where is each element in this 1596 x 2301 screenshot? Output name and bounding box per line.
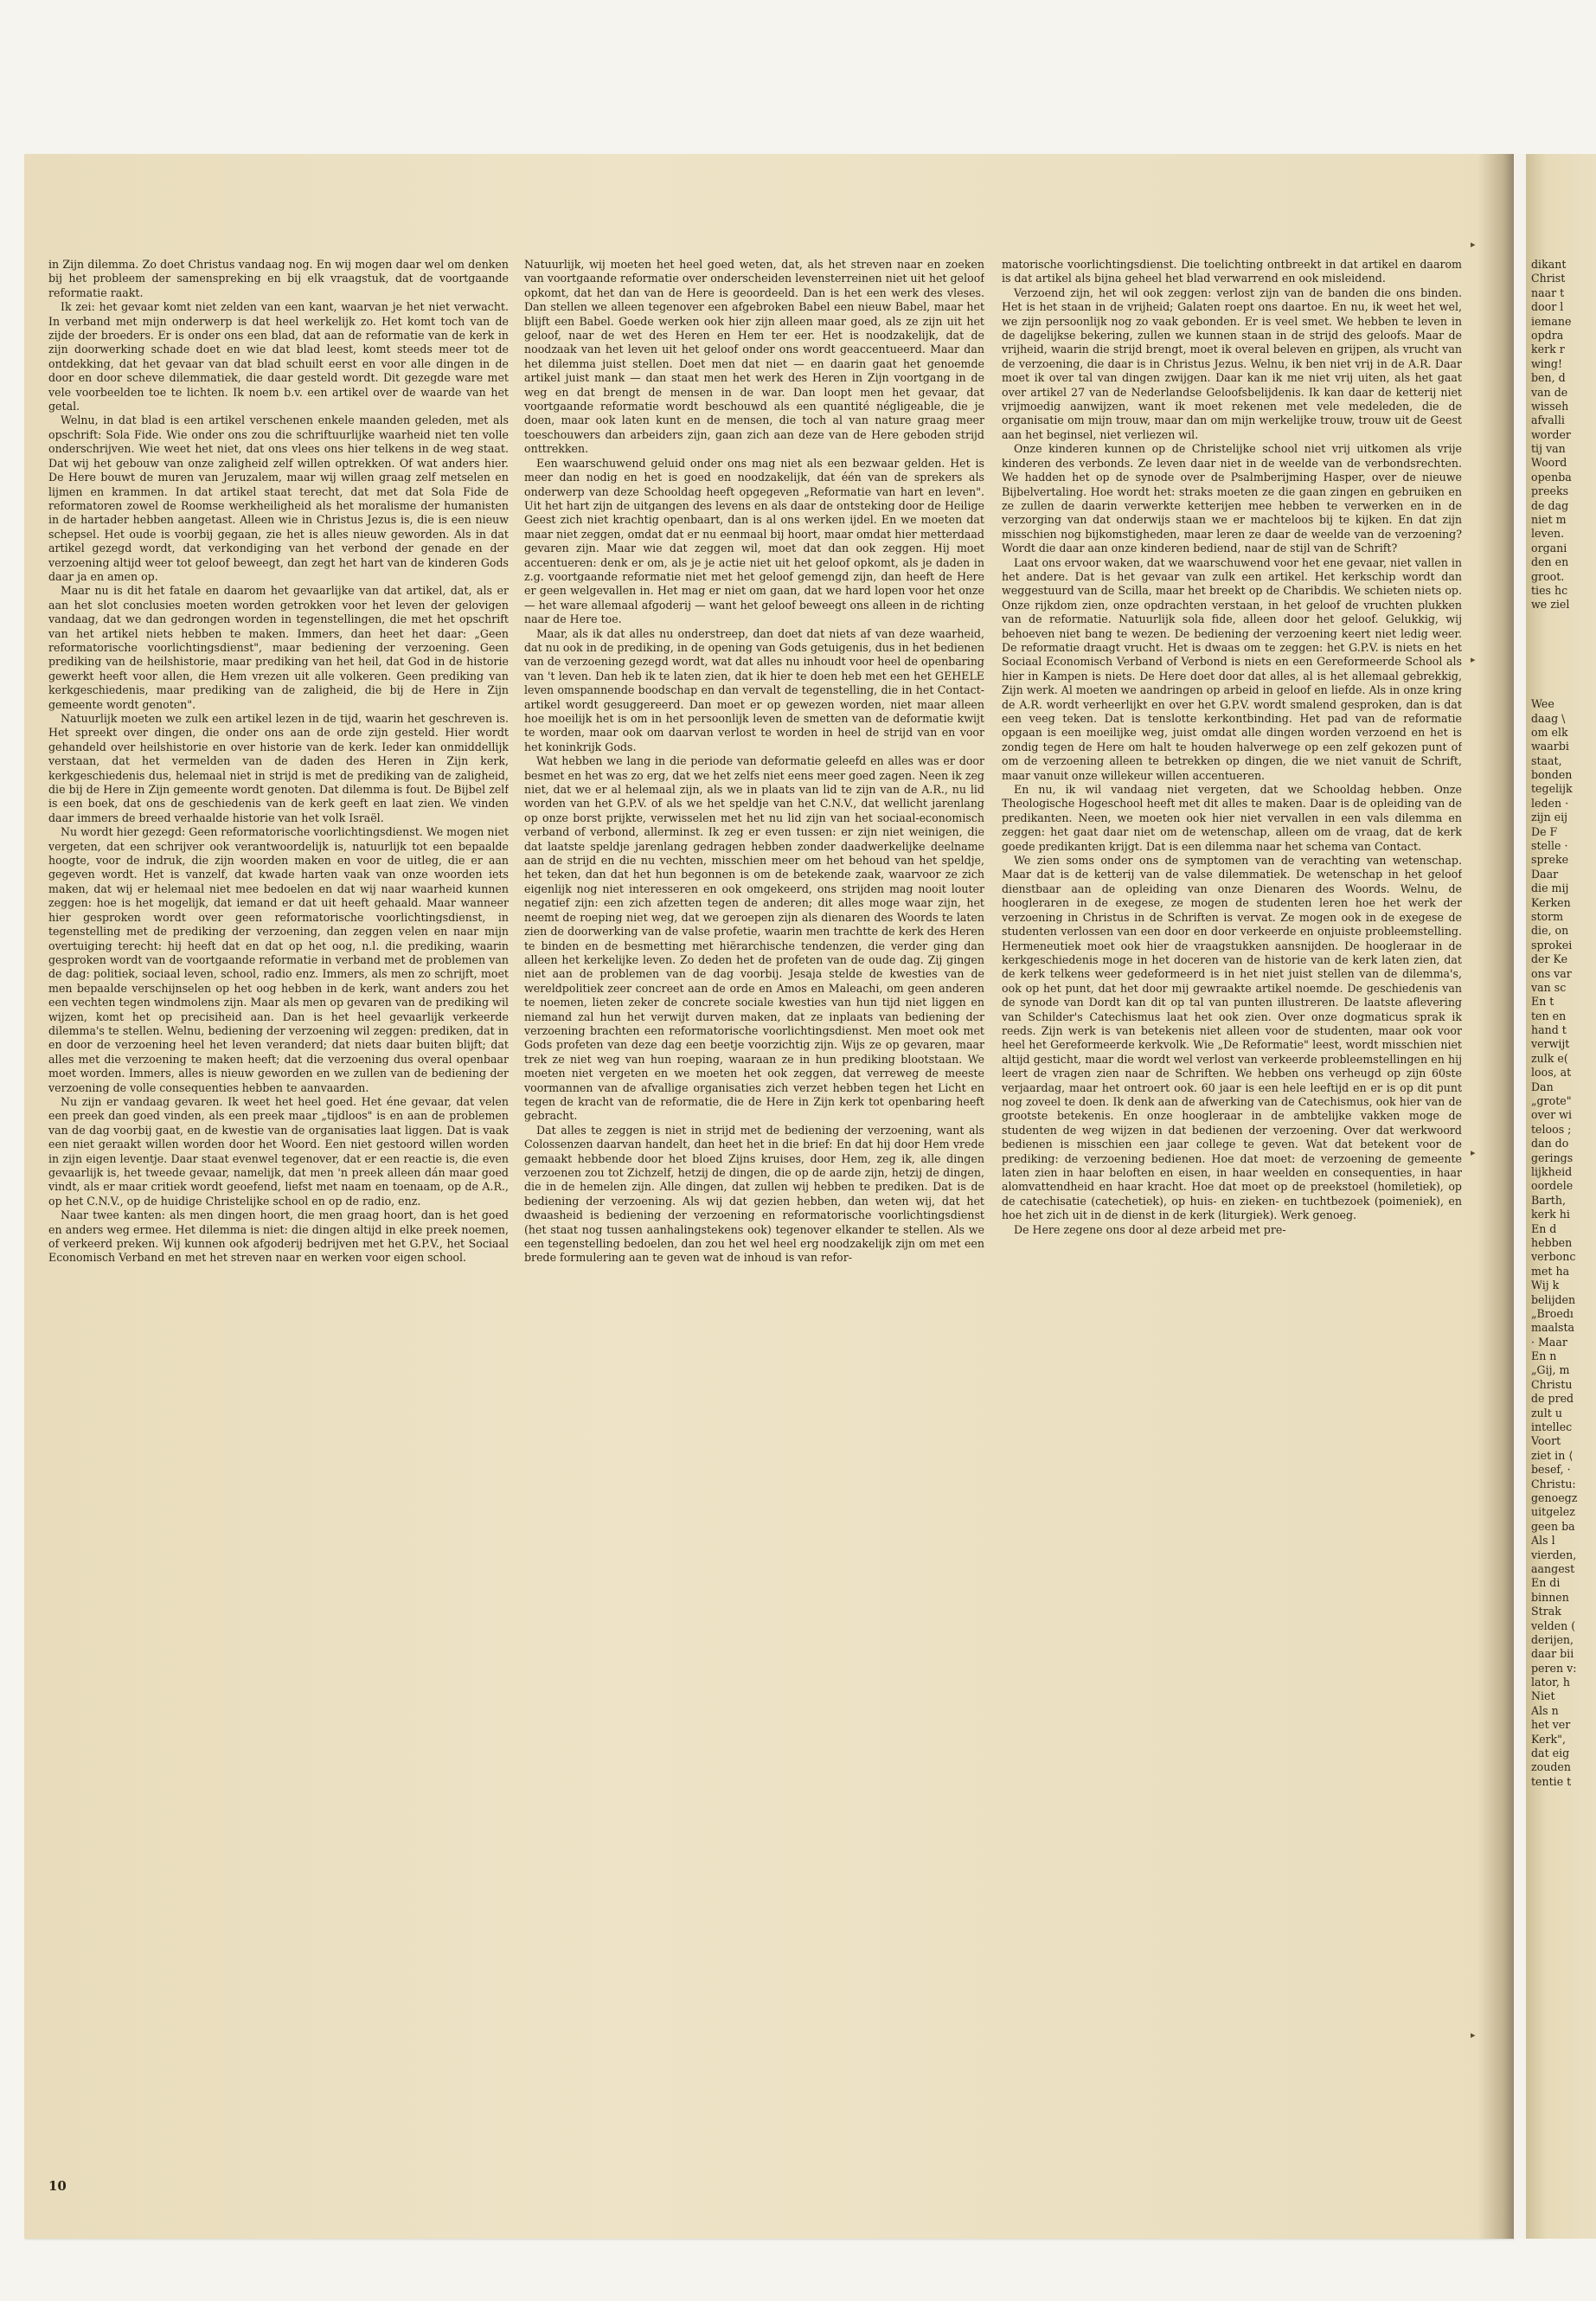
margin-mark: ▸: [1471, 654, 1476, 665]
line-fragment: Strak: [1531, 1605, 1561, 1618]
line-fragment: oordele: [1531, 1179, 1574, 1193]
paragraph: Natuurlijk moeten we zulk een artikel lezen in de tijd, waarin het geschreven is. Het spreekt over dingen, die onder ons aan de orde zijn gesteld. Hier wordt gehandeld over heilshistorie en over historie van de kerk. Ieder kan onmiddellijk verstaan, dat het vermelden van de daden des Heren in Zijn kerk, kerkgeschiedenis dus, helemaal niet in strijd is met de prediking van de zaligheid, die bij de Here in Zijn gemeente wordt genoten. Dat dilemma is fout. De Bijbel zelf is een boek, dat ons de geschiedenis van de kerk geeft en laat zien. We vinden daar immers de breed verhaalde historie van het volk Israël.: [48, 712, 509, 824]
line-fragment: dan do: [1531, 1137, 1569, 1150]
line-fragment: gerings: [1531, 1150, 1574, 1164]
line-fragment: derijen,: [1531, 1632, 1574, 1646]
line-fragment: niet m: [1531, 513, 1567, 527]
line-fragment: [1531, 655, 1596, 669]
line-fragment: · Maar: [1531, 1335, 1567, 1349]
line-fragment: sprokei: [1531, 938, 1573, 952]
line-fragment: intellec: [1531, 1420, 1573, 1434]
line-fragment: naar t: [1531, 285, 1565, 299]
line-fragment: peren v:: [1531, 1661, 1577, 1675]
line-fragment: loos, at: [1531, 1066, 1572, 1080]
line-fragment: daar bii: [1531, 1647, 1574, 1661]
line-fragment: Kerk",: [1531, 1732, 1566, 1746]
line-fragment: Kerken: [1531, 895, 1571, 909]
line-fragment: lijkheid: [1531, 1165, 1573, 1178]
paragraph: Welnu, in dat blad is een artikel verschenen enkele maanden geleden, met als opschrift: Sola Fide. Wie onder ons zou die schriftuurlijke waarheid niet ten volle onderschrijven. Wie weet het niet, dat ons vlees ons hier telkens in de weg staat. Dat wij het gebouw van onze zaligheid zelf willen optrekken. Of wat anders hier. De Here bouwt de muren van Jeruzalem, maar wij willen graag zelf metselen en lijmen en krammen. In dat artikel staat terecht, dat met dat Sola Fide de reformatoren zowel de Roomse werkheiligheid als het moralisme der humanisten in de hartader hebben aangetast. Alleen wie in Christus Jezus is, die is een nieuw schepsel. Het oude is voorbij gegaan, zie het is alles nieuw geworden. Als in dat artikel gezegd wordt, dat verkondiging van het verbond der genade en der verzoening altijd weer tot geloof beweegt, dan zegt het hart van de kinderen Gods daar ja en amen op.: [48, 413, 509, 583]
line-fragment: maalsta: [1531, 1321, 1575, 1335]
text-column-2: [524, 258, 984, 2213]
line-fragment: zijn eij: [1531, 811, 1568, 824]
line-fragment: besef, ·: [1531, 1463, 1571, 1477]
line-fragment: stelle ·: [1531, 839, 1568, 853]
line-fragment: leden ·: [1531, 796, 1569, 810]
line-fragment: zouden: [1531, 1760, 1571, 1774]
line-fragment: hebben: [1531, 1235, 1573, 1249]
line-fragment: Als l: [1531, 1534, 1555, 1548]
line-fragment: velden (: [1531, 1618, 1576, 1632]
line-fragment: zulk e(: [1531, 1051, 1568, 1065]
line-fragment: binnen: [1531, 1590, 1569, 1604]
line-fragment: En t: [1531, 995, 1554, 1009]
line-fragment: Christu:: [1531, 1477, 1576, 1490]
page-gap: [1514, 154, 1526, 2239]
line-fragment: om elk: [1531, 725, 1568, 739]
paragraph: Maar nu is dit het fatale en daarom het gevaarlijke van dat artikel, dat, als er aan het slot conclusies moeten worden getrokken voor het leven der gelovigen vandaag, dat we dan gedrongen worden in tegenstellingen, die met het opschrift van het artikel niets hebben te maken. Immers, dan heet het daar: „Geen reformatorische voorlichtingsdienst", maar bediening der verzoening. Geen prediking van de heilshistorie, maar prediking van het heil, dat God in de historie gewerkt heeft voor allen, die Hem vrezen uit alle volkeren. Geen prediking van kerkgeschiedenis, maar prediking van de zaligheid, die bij de Here in Zijn gemeente wordt genoten".: [48, 584, 509, 711]
line-fragment: vierden,: [1531, 1548, 1577, 1561]
line-fragment: organi: [1531, 541, 1567, 554]
line-fragment: [1531, 612, 1596, 626]
paragraph: Onze kinderen kunnen op de Christelijke school niet vrij uitkomen als vrije kinderen des verbonds. Ze leven daar niet in de weelde van de verbondsrechten. We hadden het op de synode over de Psalmberijming Hasper, over de nieuwe Bijbelvertaling. Hoe wordt het: straks moeten ze die gaan zingen en gebruiken en ze zullen de daarin verwerkte ketterijen mee hebben te verwerken en in de verzorging van dat onderwijs staan we er machteloos bij te kijken. En dat zijn misschien nog bijkomstigheden, maar leren ze daar de weelde van de verzoening? Wordt die daar aan onze kinderen bediend, naar de stijl van de Schrift?: [1002, 442, 1462, 555]
paragraph: Natuurlijk, wij moeten het heel goed weten, dat, als het streven naar en zoeken van voortgaande reformatie over onderscheiden levensterreinen niet uit het geloof opkomt, dat het dan van de Here is geoordeeld. Dan is het een werk des vleses. Dan stellen we alleen tegenover een afgebroken Babel een nieuw Babel, maar het blijft een Babel. Goede werken ook hier zijn alleen maar goed, als ze zijn uit het geloof, naar de wet des Heren en Hem ter eer. Het is noodzakelijk, dat de noodzaak van het leven uit het geloof onder ons wordt geaccentueerd. Maar dan het dilemma juist stellen. Doet men dat niet — en daarin gaat het genoemde artikel juist mank — dan staat men het werk des Heren in Zijn voortgang in de weg en dat brengt de mensen in de war. Dan loopt men het gevaar, dat voortgaande reformatie wordt beschouwd als een quantité négligeable, die je doen, maar ook laten kunt en de mensen, die toch al van nature graag meer toeschouwers dan arbeiders zijn, gaan zich aan deze van de Here geboden strijd onttrekken.: [524, 258, 984, 456]
line-fragment: ten en: [1531, 1009, 1567, 1022]
margin-mark: ▸: [1471, 2029, 1476, 2041]
line-fragment: der Ke: [1531, 952, 1568, 966]
paragraph: Nu wordt hier gezegd: Geen reformatorische voorlichtingsdienst. We mogen niet vergeten, dat een schrijver ook verantwoordelijk is, natuurlijk tot een bepaalde hoogte, voor de indruk, die zijn woorden maken en voor de uitleg, die er aan gegeven wordt. Het is vanzelf, dat kwade harten vaak van onze woorden iets maken, dat wij er helemaal niet mee bedoelen en dat wij naar waarheid kunnen zeggen: hoe is het mogelijk, dat iemand er dat uit heeft gehaald. Maar wanneer hier gesproken wordt over geen reformatorische voorlichtingsdienst, in tegenstelling met de prediking der verzoening, dan zeggen velen en naar mijn overtuiging terecht: hij heeft dat en dat op het oog, n.l. die prediking, waarin gesproken wordt van de voortgaande reformatie in verband met de problemen van de dag: politiek, sociaal leven, school, radio enz. Immers, als men zo schrijft, moet men bepaalde verschijnselen op het oog hebben in de kerk, want anders zou het een vechten tegen windmolens zijn. Maar als men op gevaren van de prediking wil wijzen, komt het op precisiheid aan. Dan is het heel gevaarlijk verkeerde dilemma's te stellen. Welnu, bediening der verzoening wil zeggen: prediken, dat in en door de verzoening heel het leven veranderd; dat niets daar buiten blijft; dat alles met die verzoening te maken heeft; dat die verzoening dus overal openbaar moet worden. Immers, alles is nieuw geworden en we zullen van de bediening der verzoening de volle consequenties hebben te aanvaarden.: [48, 825, 509, 1094]
line-fragment: geen ba: [1531, 1519, 1575, 1533]
line-fragment: wing!: [1531, 356, 1563, 370]
line-fragment: „Gij, m: [1531, 1363, 1570, 1377]
line-fragment: wisseh: [1531, 399, 1569, 413]
line-fragment: dikant: [1531, 258, 1567, 271]
line-fragment: Christ: [1531, 272, 1566, 285]
line-fragment: daag \: [1531, 711, 1566, 725]
paragraph: De Here zegene ons door al deze arbeid met pre-: [1014, 1222, 1286, 1236]
text-column-1: [48, 258, 509, 2213]
line-fragment: die mij: [1531, 881, 1569, 895]
margin-mark: ▸: [1471, 239, 1476, 250]
line-fragment: die, on: [1531, 924, 1569, 938]
line-fragment: [1531, 641, 1596, 655]
line-fragment: tij van: [1531, 442, 1566, 456]
paragraph: in Zijn dilemma. Zo doet Christus vandaag nog. En wij mogen daar wel om denken bij het probleem der samenspreking en bij elk vraagstuk, dat de voortgaande reformatie raakt.: [48, 258, 509, 299]
line-fragment: De F: [1531, 824, 1558, 838]
line-fragment: Wee: [1531, 697, 1554, 711]
line-fragment: En di: [1531, 1576, 1561, 1590]
paragraph: Ik zei: het gevaar komt niet zelden van een kant, waarvan je het niet verwacht. In verband met mijn onderwerp is dat heel werkelijk zo. Het komt toch van de zijde der broeders. Er is onder ons een blad, dat aan de reformatie van de kerk in zijn doorwerking schade doet en wie dat blad leest, komt steeds meer tot de ontdekking, dat het gevaar van dat blad schuilt eerst en voor alle dingen in de door en door scheve dilemmatiek, die daar gesteld wordt. Dit gezegde ware met vele voorbeelden toe te lichten. Ik noem b.v. een artikel over de waarde van het getal.: [48, 300, 509, 413]
line-fragment: uitgelez: [1531, 1505, 1575, 1519]
paragraph: Dat alles te zeggen is niet in strijd met de bediening der verzoening, want als Colossenzen daarvan handelt, dan heet het in die brief: En dat hij door Hem vrede gemaakt hebbende door het bloed Zijns kruises, door Hem, zeg ik, alle dingen verzoenen zou tot Zichzelf, hetzij de dingen, die op de aarde zijn, hetzij de dingen, die in de hemelen zijn. Alle dingen, dat zullen wij hebben te prediken. Dat is de bediening der verzoening. Als wij dat gezien hebben, dan weten wij, dat het dwaasheid is bediening der verzoening en reformatorische voorlichtingsdienst (het staat nog tussen aanhalingstekens ook) tegenover elkander te stellen. Als we een tegenstelling bedoelen, dan zou het wel heel erg noodzakelijk zijn om met een brede formulering aan te geven wat de inhoud is van refor-: [524, 1123, 984, 1265]
page-number: 10: [48, 2178, 67, 2194]
paragraph: En nu, ik wil vandaag niet vergeten, dat we Schooldag hebben. Onze Theologische Hogeschool heeft met dit alles te maken. Daar is de opleiding van de predikanten. Neen, we moeten ook hier niet vervallen in een vals dilemma en zeggen: het gaat daar niet om de wetenschap, alleen om de vraag, dat de kerk goede predikanten krijgt. Dat is een dilemma naar het schema van Contact.: [1002, 783, 1462, 853]
line-fragment: kerk hi: [1531, 1208, 1570, 1221]
line-fragment: leven.: [1531, 527, 1565, 541]
line-fragment: ziet in ⟨: [1531, 1448, 1574, 1462]
line-fragment: teloos ;: [1531, 1122, 1572, 1136]
line-fragment: bonden: [1531, 768, 1573, 782]
facing-page-text-fragments: [1531, 258, 1596, 2213]
line-fragment: Woord: [1531, 456, 1567, 470]
line-fragment: Barth,: [1531, 1193, 1566, 1207]
line-fragment: Niet: [1531, 1689, 1555, 1703]
line-fragment: ons var: [1531, 966, 1572, 980]
line-fragment: zult u: [1531, 1406, 1562, 1420]
line-fragment: verbonc: [1531, 1250, 1576, 1264]
line-fragment: [1531, 683, 1596, 697]
paragraph: Een waarschuwend geluid onder ons mag niet als een bezwaar gelden. Het is meer dan nodig en het is goed en noodzakelijk, dat één van de sprekers als onderwerp van deze Schooldag heeft opgegeven „Reformatie van hart en leven". Uit het hart zijn de uitgangen des levens en als daar de ontsteking door de Heilige Geest zich niet krachtig openbaart, dan is al ons werken ijdel. En we moeten dat maar niet zeggen, omdat dat er nu eenmaal bij hoort, maar omdat hier metterdaad gevaren zijn. Maar wie dat zeggen wil, moet dat dan ook zeggen. Hij moet accentueren: denk er om, als je je actie niet uit het geloof opkomt, als je daden in z.g. voortgaande reformatie niet met het geloof gemengd zijn, dan heeft de Here er geen welgevallen in. Het mag er niet om gaan, dat we hard lopen voor het onze — het ware allemaal afgoderij — want het geloof beweegt ons alleen in de richting naar de Here toe.: [524, 456, 984, 626]
line-fragment: den en: [1531, 555, 1569, 569]
line-fragment: Christu: [1531, 1377, 1573, 1391]
line-fragment: worder: [1531, 427, 1571, 441]
line-fragment: lator, h: [1531, 1676, 1570, 1689]
line-fragment: het ver: [1531, 1718, 1571, 1732]
line-fragment: tegelijk: [1531, 782, 1573, 796]
margin-mark: ▸: [1471, 1147, 1476, 1158]
line-fragment: En n: [1531, 1349, 1557, 1363]
line-fragment: over wi: [1531, 1108, 1572, 1122]
paragraph: Verzoend zijn, het wil ook zeggen: verlost zijn van de banden die ons binden. Het is het staan in de vrijheid; Galaten roept ons daartoe. En nu, ik weet het wel, we zijn persoonlijk nog zo vaak gebonden. Er is veel smet. We hebben te leven in de dagelijkse bekering, zullen we kunnen staan in de strijd des geloofs. Maar de vrijheid, waarin die strijd brengt, moet ik overal beleven en grijpen, als vrucht van de verzoening, die daar is in Christus Jezus. Welnu, ik ben niet vrij in de A.R. Daar moet ik over tal van dingen zwijgen. Daar kan ik me niet vrij uiten, als het gaat over artikel 27 van de Nederlandse Geloofsbelijdenis. Ik kan daar de ketterij niet vrijmoedig aanwijzen, want ik moet rekenen met vele medeleden, die de organisatie om mijn trouw, maar dan om mijn werkelijke trouw, trouw uit de Geest aan het beginsel, niet verliezen wil.: [1002, 285, 1462, 441]
line-fragment: ties hc: [1531, 583, 1568, 597]
line-fragment: „Broedı: [1531, 1306, 1574, 1320]
line-fragment: opdra: [1531, 328, 1564, 342]
line-fragment: door l: [1531, 300, 1564, 314]
line-fragment: dat eig: [1531, 1747, 1570, 1760]
paragraph: Naar twee kanten: als men dingen hoort, die men graag hoort, dan is het goed en anders weg ermee. Het dilemma is niet: die dingen altijd in elke preek noemen, of verkeerd preken. Wij kunnen ook afgoderij bedrijven met het G.P.V., het Sociaal Economisch Verband en met het streven naar en werken voor eigen school.: [48, 1208, 509, 1265]
line-fragment: de dag: [1531, 498, 1569, 512]
paragraph: Maar, als ik dat alles nu onderstreep, dan doet dat niets af van deze waarheid, dat nu ook in de prediking, in de opening van Gods getuigenis, dus in het bedienen van de verzoening gezegd wordt, wat dat alles nu inhoudt voor heel de openbaring van 't leven. Dan heb ik te laten zien, dat ik hier te doen heb met een het GEHELE leven omspannende boodschap en dan vervalt de tegenstelling, die in het Contact-artikel wordt gesuggereerd. Dan moet er op gewezen worden, niet maar alleen hoe moeilijk het is om in het persoonlijk leven de smetten van de deformatie kwijt te worden, maar ook om daarvan verlost te worden in heel de strijd van en voor het koninkrijk Gods.: [524, 626, 984, 753]
line-fragment: Als n: [1531, 1703, 1559, 1717]
line-fragment: [1531, 669, 1596, 683]
line-fragment: waarbi: [1531, 740, 1569, 753]
line-fragment: met ha: [1531, 1264, 1570, 1278]
line-fragment: preeks: [1531, 484, 1569, 498]
line-fragment: groot.: [1531, 569, 1565, 583]
line-fragment: ben, d: [1531, 371, 1566, 385]
line-fragment: openba: [1531, 470, 1572, 484]
line-fragment: afvalli: [1531, 413, 1565, 427]
paragraph: We zien soms onder ons de symptomen van de verachting van wetenschap. Maar dat is de ketterij van de valse dilemmatiek. De wetenschap in het geloof dienstbaar aan de opleiding van onze Dienaren des Woords. Welnu, de hoogleraren in de exegese, ze mogen de studenten leren hoe het werk der verzoening in Christus in de Schriften is vervat. Ze mogen ook in de exegese de studenten verlossen van een door en door verkeerde en onjuiste probleemstelling. Hermeneutiek moet ook hier de vraagstukken aansnijden. De hoogleraar in de kerkgeschiedenis moge in het doceren van de historie van de kerk laten zien, dat de kerk telkens weer gedeformeerd is in het niet juist stellen van de dilemma's, ook op het punt, dat het door mij gewraakte artikel noemde. De geschiedenis van de synode van Dordt kan dit op tal van punten illustreren. De laatste aflevering van Schilder's Catechismus laat het ook zien. Over onze dogmaticus sprak ik reeds. Zijn werk is van betekenis niet alleen voor de studenten, maar ook voor heel het Gereformeerde kerkvolk. Wie „De Reformatie" leest, wordt misschien niet altijd gesticht, maar die wordt wel verlost van verkeerde probleemstellingen en hij leert de vragen zien naar de Schriften. We hebben ons verheugd op zijn 60ste verjaardag, maar het ontroert ook. 60 jaar is een hele leeftijd en er is op dit punt nog zoveel te doen. Ik denk aan de afwerking van de Catechismus, ook hier van de grootste betekenis. En onze hoogleraar in de ambtelijke vakken moge de studenten de weg wijzen in dat bedienen der verzoening. Over dat werkwoord bedienen is misschien een jaar college te geven. Wat dat betekent voor de prediking: de verzoening bedienen. Hoe dat moet: de verzoening de gemeente laten zien in haar beloften en eisen, in haar weelden en consequenties, in haar alomvattendheid en haar kracht. Hoe dat moet op de preekstoel (homiletiek), op de catechisatie (catechetiek), op huis- en zieken- en tuchtbezoek (poimeniek), en hoe het zich uit in de dienst in de kerk (liturgiek). Werk genoeg.: [1002, 854, 1462, 1222]
line-fragment: „grote": [1531, 1094, 1572, 1108]
paragraph: Nu zijn er vandaag gevaren. Ik weet het heel goed. Het éne gevaar, dat velen een preek dan goed vinden, als een preek maar „tijdloos" is en aan de problemen van de dag voorbij gaat, en de kwestie van de organisaties laat liggen. Dat is vaak een niet geraakt willen worden door het Woord. Een niet gestoord willen worden in zijn eigen leventje. Daar staat evenwel tegenover, dat er een reactie is, die even gevaarlijk is, het tweede gevaar, namelijk, dat men 'n preek alleen dán maar goed vindt, als er maar critiek wordt geoefend, liefst met naam en toenaam, op de A.R., op het C.N.V., op de huidige Christelijke school en op de radio, enz.: [48, 1094, 509, 1208]
line-fragment: belijden: [1531, 1292, 1576, 1306]
line-fragment: storm: [1531, 909, 1564, 923]
line-fragment: aangest: [1531, 1561, 1575, 1575]
page-fold-shadow: [1477, 154, 1514, 2239]
line-fragment: de pred: [1531, 1392, 1574, 1406]
line-fragment: verwijt: [1531, 1037, 1570, 1051]
line-fragment: hand t: [1531, 1023, 1567, 1037]
paragraph: matorische voorlichtingsdienst. Die toelichting ontbreekt in dat artikel en daarom is dat artikel als bijna geheel het blad verwarrend en ook misleidend.: [1002, 258, 1462, 285]
line-fragment: van sc: [1531, 980, 1567, 994]
line-fragment: tentie t: [1531, 1774, 1572, 1788]
line-fragment: En d: [1531, 1221, 1557, 1235]
paragraph: Laat ons ervoor waken, dat we waarschuwend voor het ene gevaar, niet vallen in het andere. Dat is het gevaar van zulk een artikel. Het kerkschip wordt dan weggestuurd van de Scilla, maar het breekt op de Charibdis. We schieten niets op. Onze rijkdom zien, onze opdrachten verstaan, in het geloof de vruchten plukken van de reformatie. Natuurlijk sola fide, alleen door het geloof. Gelukkig, wij behoeven niet bang te wezen. De bediening der verzoening keert niet ledig weer. De reformatie draagt vrucht. Het is dwaas om te zeggen: het G.P.V. is niets en het Sociaal Economisch Verband of Verbond is niets en een Gereformeerde School als hier in Kampen is niets. De Here doet door dat alles, al is het allemaal gebrekkig, Zijn werk. Al moeten we aandringen op arbeid in geloof en liefde. Als in onze kring de A.R. wordt verheerlijkt en over het G.P.V. wordt smalend gesproken, dan is dat een veeg teken. Dat is tenslotte kerkontbinding. Het pad van de reformatie opgaan is een moeilijke weg, juist omdat alle dingen worden verzoend en het is zondig tegen de Here om halt te houden halverwege op een zelf gekozen punt of om de verzoening alleen te betrekken op dingen, die we niet vanuit de Schrift, maar vanuit onze willekeur willen accentueren.: [1002, 555, 1462, 782]
text-column-3: [1002, 258, 1462, 2213]
line-fragment: Daar: [1531, 867, 1559, 881]
line-fragment: spreke: [1531, 853, 1569, 867]
line-fragment: Voort: [1531, 1434, 1561, 1448]
line-fragment: Wij k: [1531, 1279, 1560, 1292]
line-fragment: Dan: [1531, 1080, 1554, 1093]
line-fragment: kerk r: [1531, 343, 1565, 356]
line-fragment: [1531, 626, 1596, 640]
line-fragment: iemane: [1531, 314, 1572, 328]
line-fragment: staat,: [1531, 753, 1562, 767]
line-fragment: van de: [1531, 385, 1568, 399]
paragraph: Wat hebben we lang in die periode van deformatie geleefd en alles was er door besmet en het was zo erg, dat we het zelfs niet eens meer goed zagen. Neen ik zeg niet, dat we er al helemaal zijn, als we in plaats van lid te zijn van de A.R., nu lid worden van het G.P.V. of als we het speldje van het C.N.V., dat wellicht jarenlang op onze borst prijkte, verwisselen met het nu lid zijn van het sociaal-economisch verband of verbond, allerminst. Ik zeg er even tussen: er zijn niet weinigen, die dat laatste speldje jarenlang gedragen hebben zonder daadwerkelijke deelname aan de strijd en die nu vechten, misschien meer om het behoud van het speldje, het teken, dan dat het hun begonnen is om de betekende zaak, waarvoor ze zich eigenlijk nog niet interesseren en ook omgekeerd, ons strijden mag nooit louter negatief zijn: een zich afzetten tegen de anderen; dit alles moge waar zijn, het neemt de roeping niet weg, dat we geroepen zijn als dienaren des Woords te laten zien de doorwerking van de valse profetie, waarin men trachtte de kerk des Heren te binden en de besmetting met hiërarchische tendenzen, die verder ging dan alleen het kerkelijke leven. Zo deden het de profeten van de oude dag. Zij gingen niet aan de problemen van de dag voorbij. Jesaja stelde de kwesties van de wereldpolitiek zeer concreet aan de orde en Amos en Maleachi, om geen anderen te noemen, lieten zeker de concrete sociale kwesties van hun tijd niet liggen en niemand zal hun het verwijt durven maken, dat ze inplaats van bediening der verzoening brachten een reformatorische voorlichtingsdienst. Men moet ook met Gods profeten van deze dag een beetje voorzichtig zijn. Wijs ze op gevaren, maar trek ze niet weg van hun roeping, waaraan ze in hun prediking blootstaan. We moeten niet vergeten en we moeten het ook zeggen, dat verreweg de meeste voormannen van de afvallige organisaties zich verzet hebben tegen het Licht en tegen de kracht van de reformatie, die de Here in Zijn kerk tot openbaring heeft gebracht.: [524, 754, 984, 1123]
line-fragment: genoegz: [1531, 1490, 1578, 1504]
line-fragment: we ziel: [1531, 598, 1570, 612]
